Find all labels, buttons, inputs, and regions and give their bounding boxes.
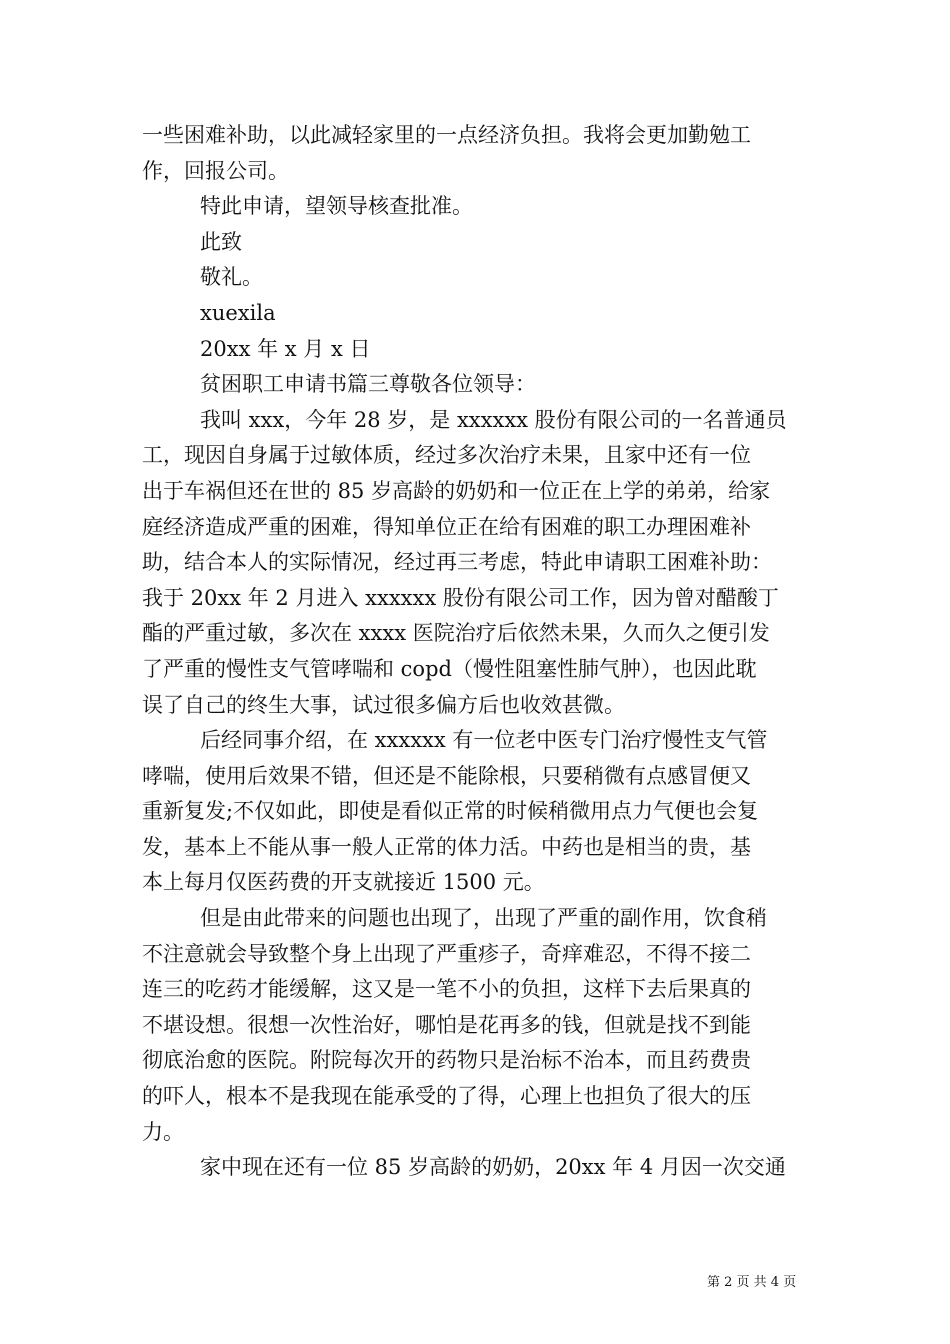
text-line: 敬礼。 xyxy=(200,265,263,290)
page-number-footer: 第 2 页 共 4 页 xyxy=(707,1275,797,1290)
text-line: 本上每月仅医药费的开支就接近 1500 元。 xyxy=(142,870,545,895)
text-line: 庭经济造成严重的困难，得知单位正在给有困难的职工办理困难补 xyxy=(142,514,751,539)
text-line: 特此申请，望领导核查批准。 xyxy=(200,194,473,219)
text-line: 20xx 年 x 月 x 日 xyxy=(200,336,371,361)
text-line: 彻底治愈的医院。附院每次开的药物只是治标不治本，而且药费贵 xyxy=(142,1048,751,1073)
text-line: 出于车祸但还在世的 85 岁高龄的奶奶和一位正在上学的弟弟，给家 xyxy=(142,478,771,503)
text-line: 我于 20xx 年 2 月进入 xxxxxx 股份有限公司工作，因为曾对醋酸丁 xyxy=(142,585,779,610)
text-line: 了严重的慢性支气管哮喘和 copd（慢性阻塞性肺气肿），也因此耽 xyxy=(142,656,757,681)
text-line: 此致 xyxy=(200,229,242,254)
text-line: 发，基本上不能从事一般人正常的体力活。中药也是相当的贵，基 xyxy=(142,834,751,859)
document-body xyxy=(142,118,810,1186)
text-line: 不堪设想。很想一次性治好，哪怕是花再多的钱，但就是找不到能 xyxy=(142,1012,751,1037)
text-line: 重新复发;不仅如此，即使是看似正常的时候稍微用点力气便也会复 xyxy=(142,799,759,824)
text-line: 后经同事介绍，在 xxxxxx 有一位老中医专门治疗慢性支气管 xyxy=(200,728,768,753)
text-line: 的吓人，根本不是我现在能承受的了得，心理上也担负了很大的压 xyxy=(142,1084,751,1109)
text-line: 工，现因自身属于过敏体质，经过多次治疗未果，且家中还有一位 xyxy=(142,443,751,468)
text-line: 一些困难补助，以此减轻家里的一点经济负担。我将会更加勤勉工 xyxy=(142,123,751,147)
text-line: 助，结合本人的实际情况，经过再三考虑，特此申请职工困难补助： xyxy=(142,550,772,575)
text-line: 作，回报公司。 xyxy=(142,158,289,183)
text-line: 家中现在还有一位 85 岁高龄的奶奶，20xx 年 4 月因一次交通 xyxy=(200,1155,786,1180)
text-line: 贫困职工申请书篇三尊敬各位领导： xyxy=(200,372,536,397)
text-line: 误了自己的终生大事，试过很多偏方后也收效甚微。 xyxy=(142,692,625,717)
text-line: 哮喘，使用后效果不错，但还是不能除根，只要稍微有点感冒便又 xyxy=(142,763,751,788)
text-line: xuexila xyxy=(200,300,276,325)
text-line: 但是由此带来的问题也出现了，出现了严重的副作用，饮食稍 xyxy=(200,906,767,931)
text-line: 力。 xyxy=(142,1119,184,1144)
text-line: 酯的严重过敏，多次在 xxxx 医院治疗后依然未果，久而久之便引发 xyxy=(142,621,770,646)
text-line: 我叫 xxx，今年 28 岁，是 xxxxxx 股份有限公司的一名普通员 xyxy=(200,407,787,432)
text-line: 不注意就会导致整个身上出现了严重疹子，奇痒难忍，不得不接二 xyxy=(142,941,751,966)
text-line: 连三的吃药才能缓解，这又是一笔不小的负担，这样下去后果真的 xyxy=(142,977,751,1002)
